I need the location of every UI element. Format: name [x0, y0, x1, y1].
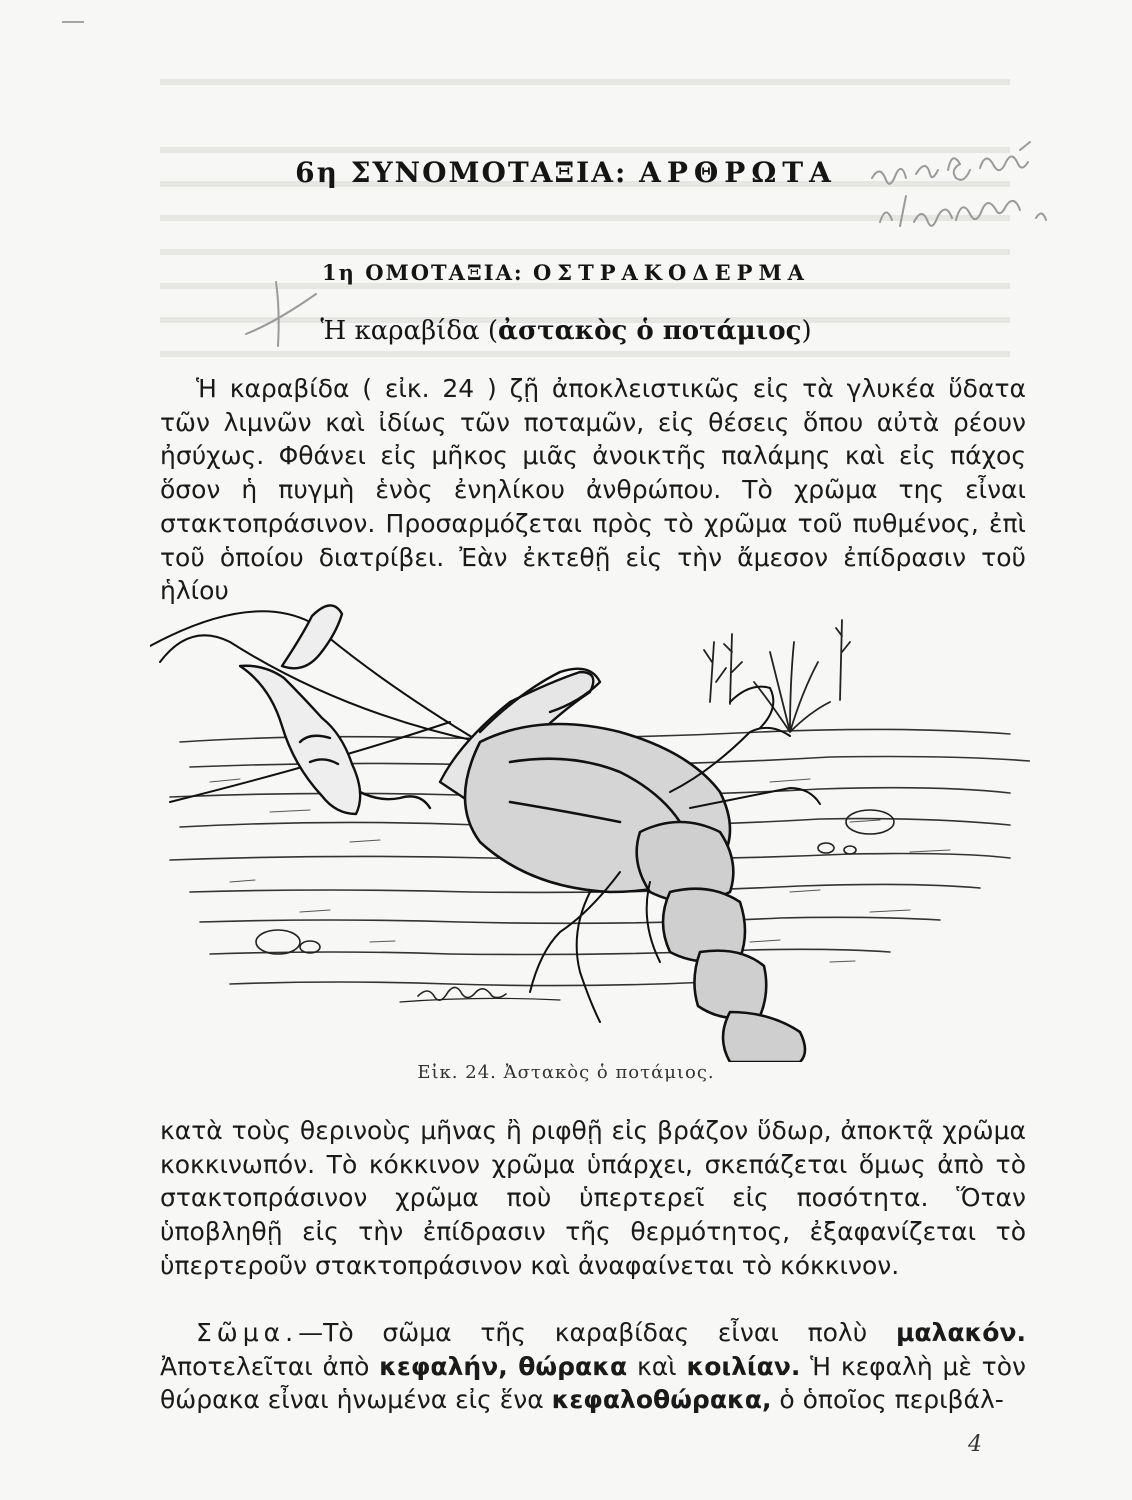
bold-term-abdomen: κοιλίαν.	[686, 1351, 801, 1381]
paragraph-3-text-5: ὁ ὁποῖος περιβάλ-	[779, 1385, 1004, 1415]
bold-term-head-thorax: κεφαλήν, θώρακα	[379, 1351, 628, 1381]
section-number: 1η	[322, 260, 356, 285]
paragraph-3-text-1: —Τὸ σῶμα τῆς καραβίδας εἶναι πολὺ	[298, 1318, 868, 1347]
title-parenthetical: ἀστακὸς ὁ ποτάμιος	[497, 316, 802, 346]
bold-term-cephalothorax: κεφαλοθώρακα,	[551, 1385, 772, 1415]
title-main: Ἡ καραβίδα	[320, 316, 480, 346]
paragraph-3-label: Σῶμα.	[196, 1318, 299, 1347]
handwritten-annotation	[860, 130, 1100, 260]
paragraph-3-text-2: Ἀποτελεῖται ἀπὸ	[160, 1351, 370, 1381]
section-heading	[0, 260, 1132, 285]
paragraph-1: Ἡ καραβίδα ( εἰκ. 24 ) ζῇ ἀποκλειστικῶς εἰς τὰ γλυκέα ὕδατα τῶν λιμνῶν καὶ ἰδίως τῶν ποταμῶν, εἰς θέσεις ὅπου αὐτὰ ρέουν ἠσύχως. Φθάνει εἰς μῆκος μιᾶς ἀνοικτῆς παλάμης καὶ εἰς πάχος ὅσον ἡ πυγμὴ ἑνὸς ἐνηλίκου ἀνθρώπου. Τὸ χρῶμα της εἶναι στακτοπράσινον. Προσαρμόζεται πρὸς τὸ χρῶμα τοῦ πυθμένος, ἐπὶ τοῦ ὁποίου διατρίβει. Ἐὰν ἐκτεθῇ εἰς τὴν ἄμεσον ἐπίδρασιν τοῦ ἡλίου	[160, 374, 1026, 606]
title-paren-close: )	[801, 316, 812, 346]
crayfish-illustration	[150, 592, 1030, 1062]
lesson-title	[0, 316, 1132, 346]
section-separator: :	[513, 260, 524, 285]
section-name: ΟΜΟΤΑΞΙΑ	[365, 260, 514, 285]
paragraph-2: κατὰ τοὺς θερινοὺς μῆνας ἢ ριφθῇ εἰς βράζον ὕδωρ, ἀποκτᾷ χρῶμα κοκκινωπόν. Τὸ κόκκινον χρῶμα ὑπάρχει, σκεπάζεται ὅμως ἀπὸ τὸ στακτοπράσινον χρῶμα ποὺ ὑπερτερεῖ εἰς ποσότητα. Ὅταν ὑποβληθῇ εἰς τὴν ἐπίδρασιν τῆς θερμότητος, ἐξαφανίζεται τὸ ὑπερτεροῦν στακτοπράσινον καὶ ἀναφαίνεται τὸ κόκκινον.	[160, 1116, 1026, 1280]
chapter-name: ΣΥΝΟΜΟΤΑΞΙΑ	[350, 156, 616, 189]
paragraph-3	[160, 1316, 1026, 1417]
title-paren-open: (	[487, 316, 498, 346]
section-class: ΟΣΤΡΑΚΟΔΕΡΜΑ	[532, 260, 810, 285]
figure-caption: Εἰκ. 24. Ἀστακὸς ὁ ποτάμιος.	[417, 1062, 715, 1083]
chapter-class: ΑΡΘΡΩΤΑ	[639, 156, 837, 189]
paragraph-3-text-3: καὶ	[636, 1351, 677, 1381]
bold-term-soft: μαλακόν.	[895, 1318, 1026, 1347]
paragraph-3-text-4: Ἡ κεφαλὴ μὲ τὸν θώρακα εἶναι ἡνωμένα εἰς ἕνα	[160, 1351, 1026, 1415]
chapter-number: 6η	[295, 156, 340, 189]
chapter-separator: :	[615, 156, 628, 189]
page-number: 4	[968, 1432, 982, 1457]
